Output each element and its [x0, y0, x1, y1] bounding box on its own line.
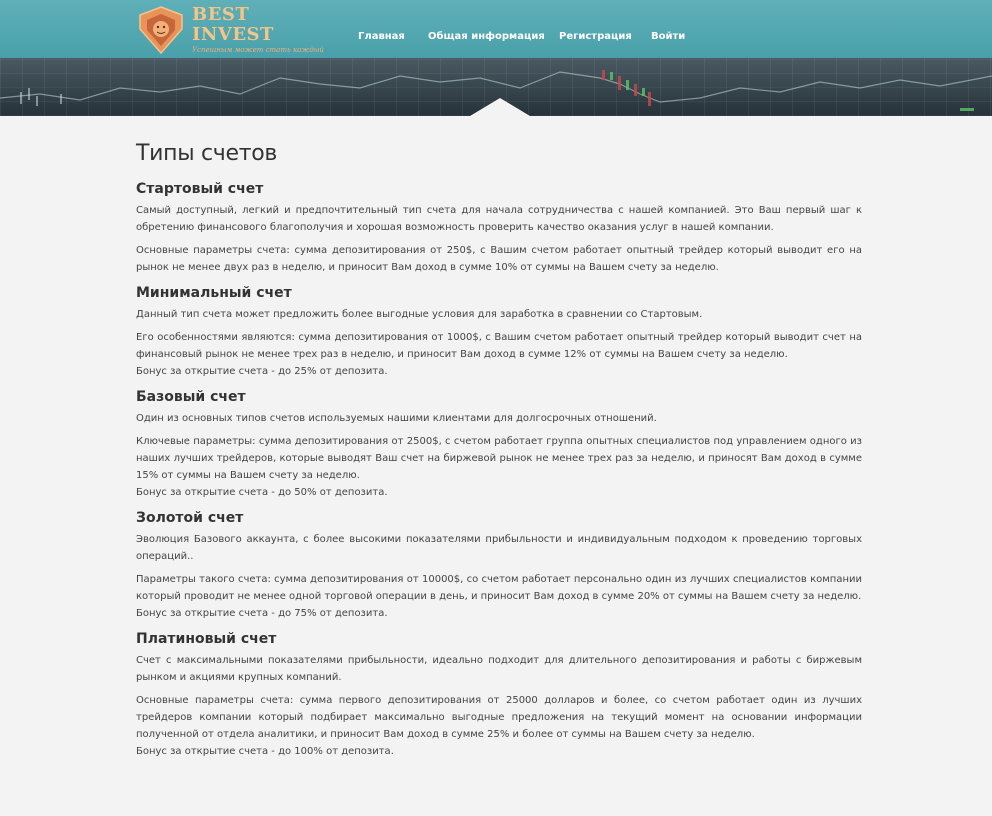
nav-general-info-link[interactable]: Общая информация	[428, 31, 545, 42]
section-title: Золотой счет	[136, 510, 244, 526]
logo-tagline: Успешным может стать каждый	[192, 46, 324, 54]
section-title: Базовый счет	[136, 389, 246, 405]
section-description: Данный тип счета может предложить более выгодные условия для заработка в сравнении со Стартовым.	[136, 309, 703, 320]
section-parameters: Основные параметры счета: сумма депозитирования от 250$, с Вашим счетом работает опытный трейдер который выводит его на рынок не менее двух раз в неделю, и приносит Вам доход в сумме 10% от суммы на Вашем счету за неделю.	[136, 245, 862, 273]
nav-login-link[interactable]: Войти	[651, 31, 686, 42]
section-description: Эволюция Базового аккаунта, с более высокими показателями прибыльности и индивидуальным подходом к проведению торговых операций..	[136, 534, 862, 562]
section-bonus: Бонус за открытие счета - до 100% от депозита.	[136, 746, 394, 757]
section-bonus: Бонус за открытие счета - до 50% от депозита.	[136, 487, 388, 498]
section-description: Один из основных типов счетов используемых нашими клиентами для долгосрочных отношений.	[136, 413, 657, 424]
section-parameters: Его особенностями являются: сумма депозитирования от 1000$, с Вашим счетом работает опытный трейдер который выводит счет на финансовый рынок не менее трех раз в неделю, и приносит Вам доход в сумме 12% от суммы на Вашем счету за неделю.	[136, 332, 862, 360]
logo-title: BEST INVEST	[192, 4, 274, 45]
account-section-starter	[136, 180, 862, 276]
section-title: Минимальный счет	[136, 285, 292, 301]
account-section-platinum	[136, 630, 862, 760]
site-header	[0, 0, 992, 116]
account-section-gold	[136, 509, 862, 622]
section-bonus: Бонус за открытие счета - до 25% от депозита.	[136, 366, 388, 377]
section-parameters: Основные параметры счета: сумма первого депозитирования от 25000 долларов и более, со счетом работает один из лучших трейдеров компании который подбирает максимально выгодные предложения на текущий момент на основании информации полученной от отдела аналитики, и приносит Вам доход в сумме 25% и более от суммы на Вашем счету за неделю.	[136, 695, 862, 740]
section-title: Стартовый счет	[136, 181, 264, 197]
page-title: Типы счетов	[136, 141, 278, 166]
main-nav	[0, 0, 992, 58]
nav-home-link[interactable]: Главная	[358, 31, 405, 42]
section-parameters: Параметры такого счета: сумма депозитирования от 10000$, со счетом работает персонально один из лучших специалистов компании который проводит не менее одной торговой операции в день, и приносит Вам доход в сумме 20% от суммы на Вашем счету за неделю.	[136, 574, 862, 602]
main-content	[136, 140, 862, 766]
account-section-basic	[136, 388, 862, 501]
section-description: Счет с максимальными показателями прибыльности, идеально подходит для длительного депозитирования и работы с биржевым рынком и акциями крупных компаний.	[136, 655, 862, 683]
account-section-minimal	[136, 284, 862, 380]
nav-registration-link[interactable]: Регистрация	[559, 31, 632, 42]
section-description: Самый доступный, легкий и предпочтительный тип счета для начала сотрудничества с нашей компанией. Это Ваш первый шаг к обретению финансового благополучия и хорошая возможность проверить качество оказания услуг в нашей компании.	[136, 205, 862, 233]
section-parameters: Ключевые параметры: сумма депозитирования от 2500$, с счетом работает группа опытных специалистов под управлением одного из наших лучших трейдеров, которые выводят Ваш счет на биржевой рынок не менее трех раз за неделю, и приносят Вам доход в сумме 15% от суммы на Вашем счету за неделю.	[136, 436, 862, 481]
section-bonus: Бонус за открытие счета - до 75% от депозита.	[136, 608, 388, 619]
section-title: Платиновый счет	[136, 631, 277, 647]
header-notch	[470, 98, 530, 116]
top-navigation-bar	[0, 0, 992, 58]
